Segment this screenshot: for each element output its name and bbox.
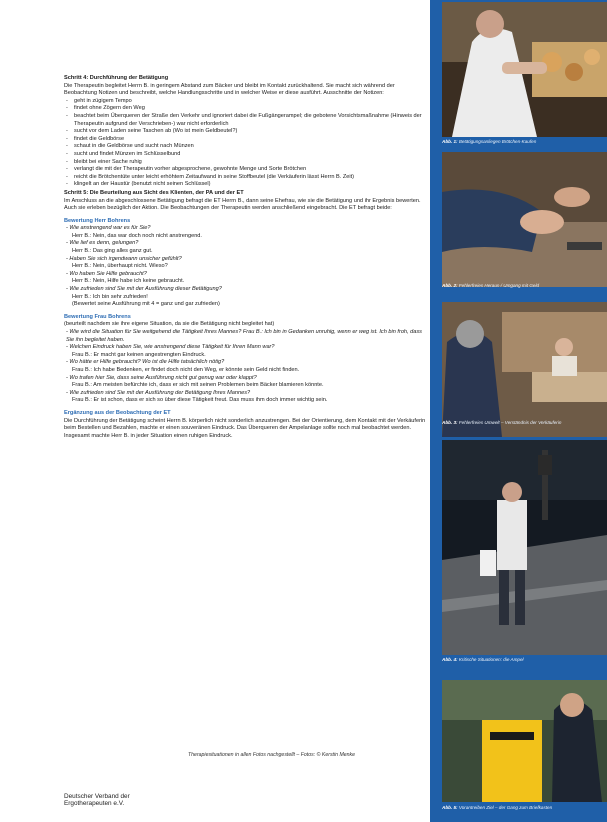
list-item: - sucht und findet Münzen im Schlüsselbund: [64, 151, 428, 159]
rating-frau-heading: Bewertung Frau Bohrens: [64, 313, 131, 320]
list-item: - bleibt bei einer Sache ruhig: [64, 159, 428, 167]
photo-street-crossing: [442, 440, 607, 655]
caption-2: Abb. 2: Fehlerfreies Heraus-/ Umgang mit Geld: [442, 283, 540, 288]
publisher-line-1: Deutscher Verband der: [64, 793, 130, 800]
publisher: [64, 793, 130, 808]
list-item: - findet die Geldbörse: [64, 136, 428, 144]
caption-5: Abb. 5: Vorantreiben Ziel – der Gang zum Briefkasten: [442, 805, 553, 810]
section-4-heading: Schritt 4: Durchführung der Betätigung: [64, 75, 169, 81]
photo-shop-interaction: [442, 302, 607, 437]
caption-3: Abb. 3: Fehlerfreies Umwelt – Verständnis der Verkäuferin: [442, 420, 562, 425]
answer-line: Frau B.: Ich habe Bedenken, er findet doch nicht den Weg, er könnte sein Geld nicht finden.: [72, 366, 300, 373]
section-5-heading: Schritt 5: Die Beurteilung aus Sicht des Klienten, der PA und der ET: [64, 189, 244, 196]
rating-frau-intro: (beurteilt nachdem sie ihre eigene Situation, da sie die Betätigung nicht begleitet hat): [64, 321, 275, 328]
question-line: - Welchen Eindruck haben Sie, wie anstrengend diese Tätigkeit für Ihren Mann war?: [66, 344, 275, 351]
list-item: - klingelt an der Haustür (benutzt nicht seinen Schlüssel): [64, 181, 428, 189]
answer-line: Frau B.: Er macht gar keinen angestrengten Eindruck.: [72, 351, 206, 358]
list-item: - verlangt die mit der Therapeutin vorher abgesprochene, gewohnte Menge und Sorte Brötchen: [64, 166, 428, 174]
list-item: - beachtet beim Überqueren der Straße den Verkehr und ignoriert dabei die Fußgängerampel; die gebotene Vorsichtsmaßnahme (Hinweis der Therapeutin aufgrund der Verschrieben-) war nicht erforderlich: [64, 113, 428, 128]
photo-bakery-counter: [442, 2, 607, 137]
addendum-text: Die Durchführung der Betätigung scheint Herrn B. körperlich nicht sonderlich anzustrengen. Bei der Orientierung, dem Kontakt mit der Verkäuferin beim Bestellen und Bezahlen, machte er einen souveränen Eindruck. Das Überqueren der Ampelanlage sollte noch mal beobachtet werden. Insgesamt machte Herr B. in jeder Situation einen ruhigen Eindruck.: [64, 417, 426, 439]
caption-4: Abb. 4: Kritische Situationen: die Ampel: [442, 657, 524, 662]
question-line: - Wie lief es denn, gelungen?: [66, 240, 139, 247]
answer-line: Frau B.: Er ist schon, dass er sich so über diese Tätigkeit freut. Das muss ihm doch immer wichtig sein.: [72, 397, 328, 404]
rating-herr-heading: Bewertung Herr Bohrens: [64, 217, 131, 224]
question-line: - Wie zufrieden sind Sie mit der Ausführung der Betätigung Ihres Mannes?: [66, 389, 251, 396]
question-line: - Wo haben Sie Hilfe gebraucht?: [66, 270, 147, 277]
answer-line: Herr B.: Nein, Hilfe habe ich keine gebraucht.: [72, 278, 185, 285]
list-item: - schaut in die Geldbörse und sucht nach Münzen: [64, 143, 428, 151]
photo-mailbox: [442, 680, 607, 802]
list-item: - reicht die Brötchentüte unter leicht erhöhtem Zeitaufwand in seine Stoffbeutel (die Verkäuferin lässt Herrn B. Zeit): [64, 174, 428, 182]
answer-line: Frau B.: Am meisten befürchte ich, dass er sich mit seinen Problemen beim Bäcker blamieren könnte.: [72, 382, 324, 389]
list-item: - findet ohne Zögern den Weg: [64, 105, 428, 113]
answer-line: Herr B.: Nein, überhaupt nicht. Wieso?: [72, 263, 168, 270]
question-line: - Wie zufrieden sind Sie mit der Ausführung dieser Betätigung?: [66, 286, 222, 293]
rating-frau-dialogue: [64, 329, 428, 405]
rating-herr-dialogue: [64, 225, 428, 309]
question-line: - Wo hätte er Hilfe gebraucht? Wo ist die Hilfe tatsächlich nötig?: [66, 359, 225, 366]
section-5-intro: Im Anschluss an die abgeschlossene Betätigung befragt die ET Herrn B., dann seine Ehefrau, wie sie die Betätigung und ihr Ergebnis bewerten. Auch sie erleben bezüglich der Aktion. Die Beobachtungen der Therapeutin werden anschließend eingebracht. Die ET befragt beide:: [64, 197, 421, 212]
photo-credit: Therapiesituationen in allen Fotos nachgestellt – Fotos: © Kerstin Menke: [188, 752, 356, 758]
observation-notes-list: [64, 98, 428, 189]
photo-money-exchange: [442, 152, 607, 287]
list-item: - geht in zügigem Tempo: [64, 98, 428, 106]
answer-line: Herr B.: Nein, das war doch noch nicht anstrengend.: [72, 232, 202, 239]
section-4-intro: Die Therapeutin begleitet Herrn B. in geringem Abstand zum Bäcker und bleibt im Kontakt zurückhaltend. Sie macht sich während der Beobachtung Notizen und beschreibt, welche Handlungsschritte und in welcher Weise er diese ausführt. Ausschnitte der Notizen:: [64, 82, 395, 97]
question-line: - Wo trafen hier Sie, dass seine Ausführung nicht gut genug war oder klappt?: [66, 374, 257, 381]
question-line: - Haben Sie sich irgendwann unsicher gefühlt?: [66, 255, 182, 262]
addendum-heading: Ergänzung aus der Beobachtung der ET: [64, 409, 171, 416]
answer-line: (Bewertet seine Ausführung mit 4 = ganz und gar zufrieden): [72, 301, 220, 308]
caption-1: Abb. 1: Betätigungsanliegen Brötchen-Kaufen: [442, 139, 537, 144]
question-line: - Wie wird die Situation für Sie weitgehend die Tätigkeit Ihres Mannes? Frau B.: Ich bin in Gedanken unruhig, wenn er weg ist. Ich bin froh, dass Sie ihn begleitet haben.: [66, 329, 422, 343]
publisher-line-2: Ergotherapeuten e.V.: [64, 800, 125, 808]
question-line: - Wie anstrengend war es für Sie?: [66, 225, 151, 232]
answer-line: Herr B.: Das ging alles ganz gut.: [72, 248, 153, 255]
answer-line: Herr B.: Ich bin sehr zufrieden!: [72, 293, 148, 300]
article-body: [64, 74, 428, 440]
list-item: - sucht vor dem Laden seine Taschen ab (Wo ist mein Geldbeutel?): [64, 128, 428, 136]
